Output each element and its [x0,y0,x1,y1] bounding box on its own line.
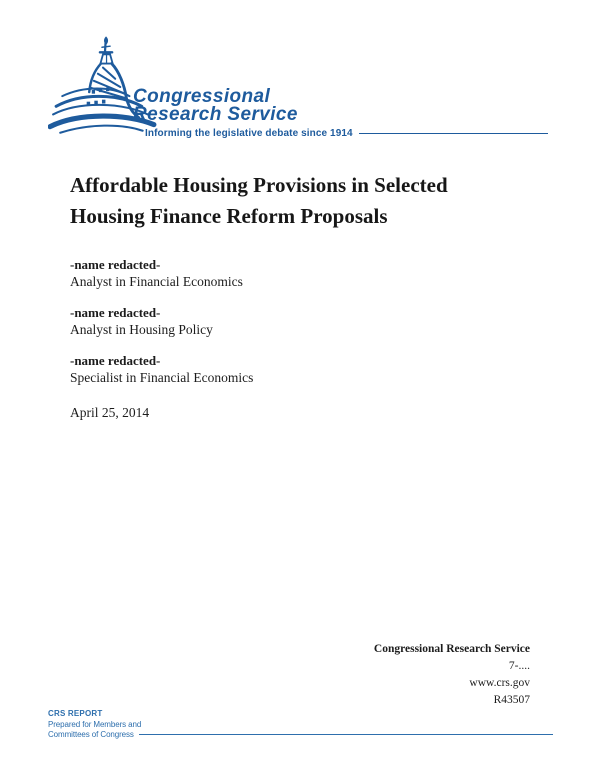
footer-left-rule [139,734,553,735]
author-name: -name redacted- [70,305,161,320]
logo-tagline-rule [359,133,548,134]
footer-left-line1: Prepared for Members and [48,719,142,729]
author-name: -name redacted- [70,353,161,368]
logo-wordmark-line1: Congressional [133,86,271,107]
report-number: R43507 [493,694,530,706]
logo-tagline-row [145,128,548,139]
logo-wordmark-line2: Research Service [133,104,298,125]
author-entry [70,352,253,386]
author-entry [70,304,253,338]
authors-block [70,256,253,400]
author-role: Analyst in Financial Economics [70,274,243,289]
author-role: Specialist in Financial Economics [70,370,254,385]
footer-org-name: Congressional Research Service [373,643,530,655]
report-title-line2: Housing Finance Reform Proposals [70,204,388,228]
footer-phone: 7-.... [508,660,530,672]
report-date: April 25, 2014 [70,405,150,420]
report-title [70,170,448,232]
author-name: -name redacted- [70,257,161,272]
crs-report-label: CRS REPORT [48,709,103,718]
footer-website: www.crs.gov [469,677,530,689]
footer-left-block [48,709,553,741]
logo-tagline: Informing the legislative debate since 1914 [145,128,353,139]
footer-right-block [374,641,530,709]
footer-left-line2: Committees of Congress [48,730,134,739]
logo-wordmark [133,88,298,124]
footer-left-row3 [48,730,553,741]
author-entry [70,256,253,290]
report-title-line1: Affordable Housing Provisions in Selected [70,173,448,197]
author-role: Analyst in Housing Policy [70,322,213,337]
